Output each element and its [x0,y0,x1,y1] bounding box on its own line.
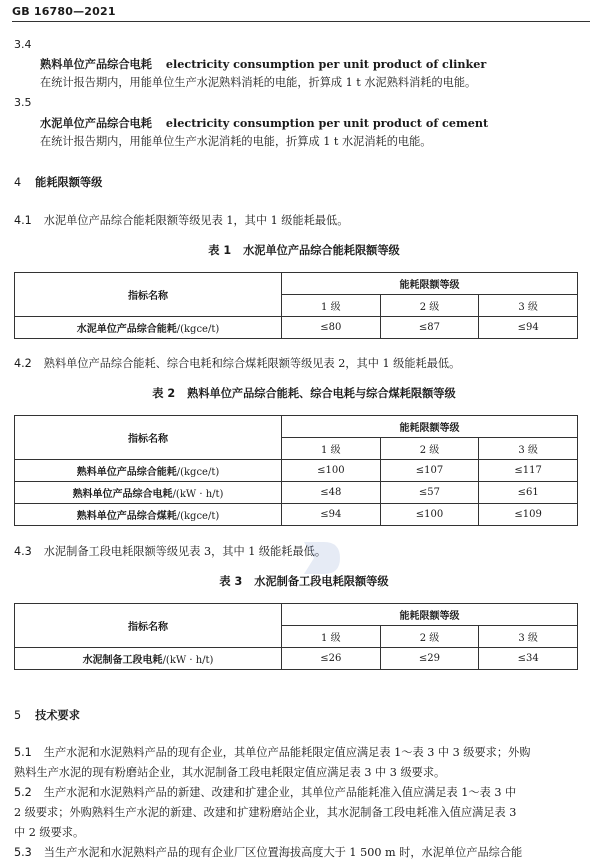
value-cell: ≤94 [282,504,381,526]
table-title: 水泥制备工段电耗限额等级 [254,575,389,588]
table-row [15,482,578,504]
table-row [15,648,578,670]
row-label: 水泥制备工段电耗/(kW · h/t) [15,648,282,670]
clause-number: 4.1 [14,214,32,227]
level-header: 3 级 [479,438,578,460]
term-definition: 在统计报告期内，用能单位生产水泥熟料消耗的电能，折算成 1 t 水泥熟料消耗的电能。 [40,76,477,89]
term-cn: 水泥单位产品综合电耗 [40,117,152,130]
standard-id: GB 16780—2021 [12,5,116,18]
table-number: 表 1 [208,244,232,257]
paragraph-text: 生产水泥和水泥熟料产品的新建、改建和扩建企业，其单位产品能耗准入值应满足表 1～表 3 中 [43,786,517,799]
row-label: 水泥单位产品综合能耗/(kgce/t) [15,317,282,339]
term-heading [40,115,488,131]
value-cell: ≤48 [282,482,381,504]
table-caption [0,242,608,258]
section-title: 能耗限额等级 [35,176,103,189]
row-label: 熟料单位产品综合电耗/(kW · h/t) [15,482,282,504]
value-cell: ≤94 [479,317,578,339]
term-cn: 熟料单位产品综合电耗 [40,58,152,71]
paragraph-text: 当生产水泥和水泥熟料产品的现有企业厂区位置海拔高度大于 1 500 m 时，水泥单位产品综合能 [43,846,523,859]
table-2 [14,415,578,526]
clause-number: 4.2 [14,357,32,370]
section-number: 5 [14,709,22,722]
header-rule [12,21,590,22]
term-en: electricity consumption per unit product of clinker [165,57,487,71]
paragraph [14,355,460,371]
term-en: electricity consumption per unit product of cement [165,116,489,130]
table-row [15,504,578,526]
section-number: 4 [14,176,22,189]
term-heading [40,56,486,72]
column-header-group: 能耗限额等级 [282,416,578,438]
value-cell: ≤100 [282,460,381,482]
table-3 [14,603,578,670]
watermark-logo-icon [300,540,344,576]
level-header: 2 级 [380,295,479,317]
value-cell: ≤109 [479,504,578,526]
column-header-name: 指标名称 [15,273,282,317]
value-cell: ≤100 [380,504,479,526]
value-cell: ≤26 [282,648,381,670]
column-header-group: 能耗限额等级 [282,273,578,295]
section-title: 技术要求 [35,709,80,722]
value-cell: ≤117 [479,460,578,482]
clause-number: 5.3 [14,846,32,859]
table-title: 熟料单位产品综合能耗、综合电耗与综合煤耗限额等级 [187,387,456,400]
value-cell: ≤57 [380,482,479,504]
value-cell: ≤29 [380,648,479,670]
paragraph-continuation: 中 2 级要求。 [14,826,85,839]
value-cell: ≤87 [380,317,479,339]
paragraph-continuation: 2 级要求；外购熟料生产水泥的新建、改建和扩建粉磨站企业，其水泥制备工段电耗准入值应满足表 3 [14,806,517,819]
level-header: 1 级 [282,626,381,648]
paragraph [14,744,530,760]
table-number: 表 3 [219,575,243,588]
value-cell: ≤107 [380,460,479,482]
table-1 [14,272,578,339]
paragraph [14,543,326,559]
paragraph [14,844,522,860]
clause-number: 5.2 [14,786,32,799]
clause-number: 4.3 [14,545,32,558]
value-cell: ≤61 [479,482,578,504]
clause-number: 3.4 [14,38,32,51]
table-caption [0,385,608,401]
paragraph-text: 生产水泥和水泥熟料产品的现有企业，其单位产品能耗限定值应满足表 1～表 3 中 3 级要求；外购 [43,746,531,759]
level-header: 3 级 [479,626,578,648]
table-row [15,460,578,482]
row-unit: /(kgce/t) [176,511,220,522]
row-unit: /(kW · h/t) [162,655,214,666]
row-unit: /(kW · h/t) [172,489,224,500]
level-header: 3 级 [479,295,578,317]
column-header-name: 指标名称 [15,416,282,460]
table-title: 水泥单位产品综合能耗限额等级 [243,244,400,257]
level-header: 2 级 [380,438,479,460]
paragraph-continuation: 熟料生产水泥的现有粉磨站企业，其水泥制备工段电耗限定值应满足表 3 中 3 级要求。 [14,766,446,779]
row-label: 熟料单位产品综合煤耗/(kgce/t) [15,504,282,526]
paragraph-text: 水泥单位产品综合能耗限额等级见表 1，其中 1 级能耗最低。 [43,214,349,227]
table-row [15,317,578,339]
column-header-group: 能耗限额等级 [282,604,578,626]
clause-number: 5.1 [14,746,32,759]
level-header: 2 级 [380,626,479,648]
column-header-name: 指标名称 [15,604,282,648]
paragraph [14,784,516,800]
term-definition: 在统计报告期内，用能单位生产水泥消耗的电能，折算成 1 t 水泥消耗的电能。 [40,135,432,148]
value-cell: ≤34 [479,648,578,670]
value-cell: ≤80 [282,317,381,339]
table-number: 表 2 [152,387,176,400]
level-header: 1 级 [282,295,381,317]
paragraph [14,212,348,228]
row-unit: /(kgce/t) [176,324,220,335]
section-heading [14,174,102,190]
row-label: 熟料单位产品综合能耗/(kgce/t) [15,460,282,482]
row-unit: /(kgce/t) [176,467,220,478]
paragraph-text: 水泥制备工段电耗限额等级见表 3，其中 1 级能耗最低。 [43,545,327,558]
level-header: 1 级 [282,438,381,460]
paragraph-text: 熟料单位产品综合能耗、综合电耗和综合煤耗限额等级见表 2，其中 1 级能耗最低。 [43,357,461,370]
clause-number: 3.5 [14,96,32,109]
section-heading [14,707,80,723]
